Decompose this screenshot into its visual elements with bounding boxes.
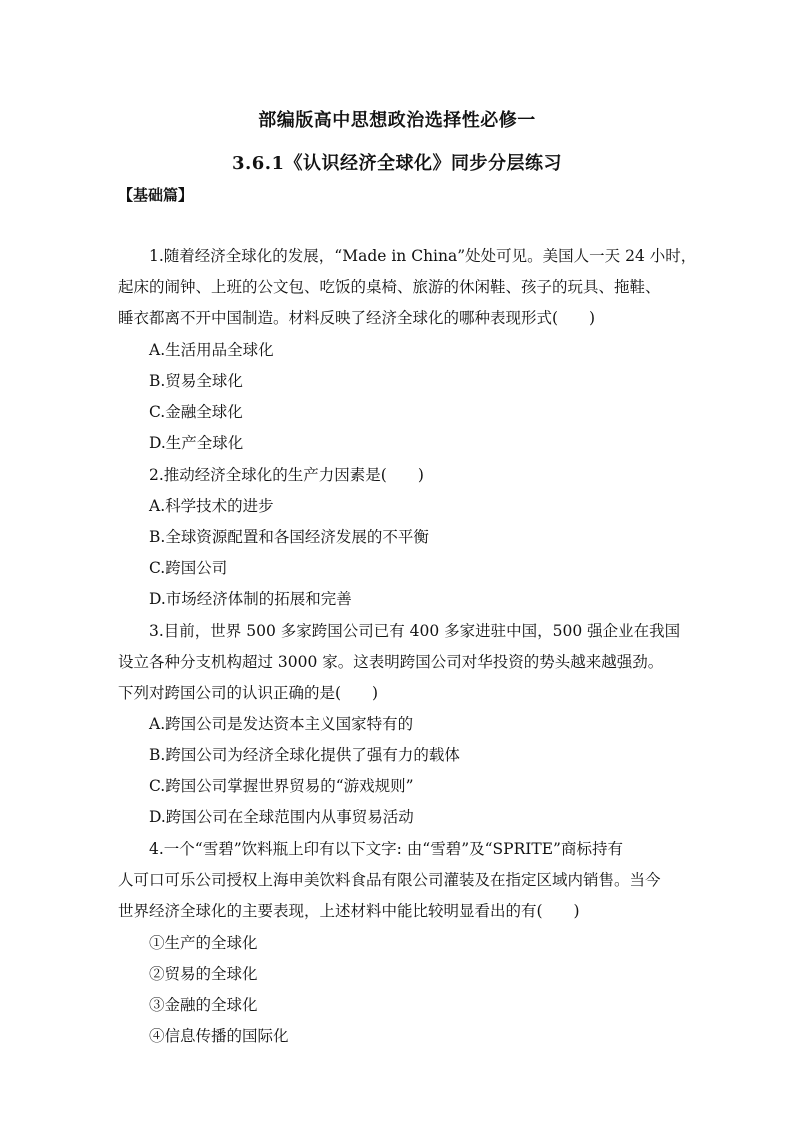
question-4-option-2: ②贸易的全球化 — [149, 965, 258, 983]
question-4-option-3: ③金融的全球化 — [149, 996, 258, 1014]
question-1-option-a: A.生活用品全球化 — [149, 341, 274, 359]
question-1-line-1: 1.随着经济全球化的发展，“Made in China”处处可见。美国人一天 24 小时， — [149, 247, 697, 265]
question-4-option-4: ④信息传播的国际化 — [149, 1027, 289, 1045]
question-2-option-c: C.跨国公司 — [149, 559, 228, 577]
question-1-option-c: C.金融全球化 — [149, 403, 243, 421]
question-1-option-d: D.生产全球化 — [149, 434, 244, 452]
question-2-option-a: A.科学技术的进步 — [149, 497, 274, 515]
question-4-line-1: 4.一个“雪碧”饮料瓶上印有以下文字: 由“雪碧”及“SPRITE”商标持有 — [149, 840, 623, 858]
question-3-option-a: A.跨国公司是发达资本主义国家特有的 — [149, 715, 414, 733]
question-3-option-c: C.跨国公司掌握世界贸易的“游戏规则” — [149, 777, 414, 795]
question-3-line-3: 下列对跨国公司的认识正确的是( ) — [118, 684, 379, 702]
question-4-option-1: ①生产的全球化 — [149, 934, 258, 952]
section-heading: 【基础篇】 — [118, 186, 194, 204]
question-4-line-2: 人可口可乐公司授权上海申美饮料食品有限公司灌装及在指定区域内销售。当今 — [118, 871, 661, 889]
question-2-option-b: B.全球资源配置和各国经济发展的不平衡 — [149, 528, 429, 546]
question-3-line-2: 设立各种分支机构超过 3000 家。这表明跨国公司对华投资的势头越来越强劲。 — [118, 653, 664, 671]
question-2-line-1: 2.推动经济全球化的生产力因素是( ) — [149, 466, 424, 484]
question-1-line-2: 起床的闹钟、上班的公文包、吃饭的桌椅、旅游的休闲鞋、孩子的玩具、拖鞋、 — [118, 278, 661, 296]
question-1-line-3: 睡衣都离不开中国制造。材料反映了经济全球化的哪种表现形式( ) — [118, 309, 596, 327]
question-2-option-d: D.市场经济体制的拓展和完善 — [149, 590, 352, 608]
question-3-line-1: 3.目前，世界 500 多家跨国公司已有 400 多家进驻中国，500 强企业在我国 — [149, 622, 681, 640]
question-3-option-b: B.跨国公司为经济全球化提供了强有力的载体 — [149, 746, 460, 764]
document-subtitle: 3.6.1《认识经济全球化》同步分层练习 — [231, 153, 563, 174]
question-3-option-d: D.跨国公司在全球范围内从事贸易活动 — [149, 808, 414, 826]
question-1-option-b: B.贸易全球化 — [149, 372, 243, 390]
document-title: 部编版高中思想政治选择性必修一 — [258, 110, 536, 131]
question-4-line-3: 世界经济全球化的主要表现，上述材料中能比较明显看出的有( ) — [118, 902, 580, 920]
